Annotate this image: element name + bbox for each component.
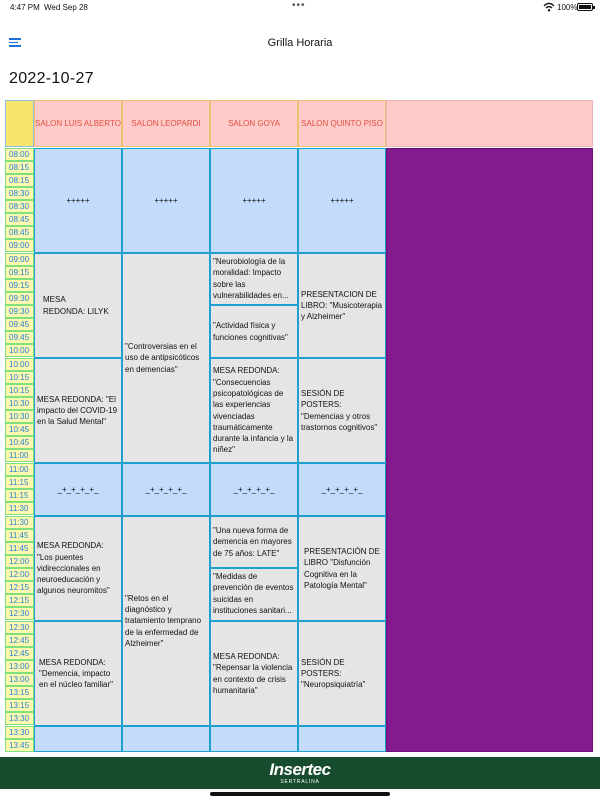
time-label: 11:30 xyxy=(5,516,34,529)
room-header: SALON QUINTO PISO xyxy=(298,100,386,147)
time-label: 12:30 xyxy=(5,621,34,634)
time-label: 10:15 xyxy=(5,371,34,384)
schedule-grid xyxy=(5,100,593,752)
time-label: 08:00 xyxy=(5,148,34,161)
sponsor-logo: Insertec xyxy=(269,760,331,779)
event-cell[interactable]: PRESENTACIÓN DE LIBRO "Disfunción Cognitiva en la Patología Mental" xyxy=(298,516,386,621)
event-cell[interactable]: _+_+_+_+_ xyxy=(210,463,298,516)
sponsor-banner[interactable] xyxy=(0,757,600,789)
event-cell[interactable]: _+_+_+_+_ xyxy=(122,463,210,516)
time-label: 09:30 xyxy=(5,292,34,305)
room-header: SALON GOYA xyxy=(210,100,298,147)
time-label: 10:15 xyxy=(5,384,34,397)
event-cell[interactable] xyxy=(298,726,386,752)
time-label: 10:00 xyxy=(5,358,34,371)
time-label: 09:15 xyxy=(5,266,34,279)
time-label: 11:45 xyxy=(5,542,34,555)
empty-column-panel xyxy=(386,148,593,752)
time-label: 09:15 xyxy=(5,279,34,292)
time-label: 10:45 xyxy=(5,423,34,436)
event-cell[interactable] xyxy=(122,726,210,752)
event-cell[interactable]: +++++ xyxy=(210,148,298,253)
time-label: 13:45 xyxy=(5,739,34,752)
event-cell[interactable]: PRESENTACION DE LIBRO: "Musicoterapia y Alzheimer" xyxy=(298,253,386,358)
nav-bar xyxy=(0,24,600,60)
event-cell[interactable]: _+_+_+_+_ xyxy=(34,463,122,516)
time-label: 12:15 xyxy=(5,594,34,607)
nav-title: Grilla Horaria xyxy=(267,37,333,49)
status-bar xyxy=(0,0,600,14)
time-label: 10:30 xyxy=(5,397,34,410)
time-label: 09:30 xyxy=(5,305,34,318)
event-cell[interactable]: +++++ xyxy=(34,148,122,253)
time-label: 13:00 xyxy=(5,660,34,673)
time-label: 10:30 xyxy=(5,410,34,423)
event-cell[interactable]: MESA REDONDA: "Los puentes vidireccionales en neuroeducación y algunos neuromitos" xyxy=(34,516,122,621)
event-cell[interactable]: "Controversias en el uso de antipsicóticos en demencias" xyxy=(122,253,210,463)
time-label: 13:30 xyxy=(5,712,34,725)
time-label: 09:00 xyxy=(5,239,34,252)
time-label: 12:45 xyxy=(5,647,34,660)
time-label: 08:30 xyxy=(5,200,34,213)
time-label: 10:45 xyxy=(5,436,34,449)
event-cell[interactable]: MESA REDONDA: LILYK xyxy=(34,253,122,358)
event-cell[interactable]: "Neurobiología de la moralidad: Impacto sobre las vulnerabilidades en... xyxy=(210,253,298,305)
event-cell[interactable]: SESIÓN DE POSTERS: "Demencias y otros trastornos cognitivos" xyxy=(298,358,386,463)
time-label: 08:45 xyxy=(5,226,34,239)
event-cell[interactable]: "Medidas de prevención de eventos suicidas en instituciones sanitari... xyxy=(210,568,298,621)
event-cell[interactable]: MESA REDONDA: "Repensar la violencia en contexto de crisis humanitaria" xyxy=(210,621,298,726)
time-label: 11:45 xyxy=(5,529,34,542)
time-label: 11:00 xyxy=(5,463,34,476)
header-filler xyxy=(386,100,593,147)
event-cell[interactable]: MESA REDONDA: "El impacto del COVID-19 en la Salud Mental" xyxy=(34,358,122,463)
time-label: 13:15 xyxy=(5,699,34,712)
time-label: 11:30 xyxy=(5,502,34,515)
status-date: Wed Sep 28 xyxy=(44,3,88,12)
event-cell[interactable]: MESA REDONDA: "Consecuencias psicopatológicas de las experiencias vivenciadas traumáticamente durante la infancia y la niñez" xyxy=(210,358,298,463)
time-label: 08:15 xyxy=(5,161,34,174)
time-label: 11:15 xyxy=(5,476,34,489)
event-cell[interactable]: +++++ xyxy=(122,148,210,253)
time-label: 08:15 xyxy=(5,174,34,187)
time-label: 12:15 xyxy=(5,581,34,594)
event-cell[interactable]: "Una nueva forma de demencia en mayores de 75 años: LATE" xyxy=(210,516,298,568)
header-corner xyxy=(5,100,34,147)
sponsor-subtitle: SERTRALINA xyxy=(280,779,320,785)
wifi-icon xyxy=(543,2,555,12)
home-indicator[interactable] xyxy=(210,792,390,796)
event-cell[interactable]: _+_+_+_+_ xyxy=(298,463,386,516)
multitasking-dots-icon[interactable]: ••• xyxy=(292,0,306,11)
room-header: SALON LEOPARDI xyxy=(122,100,210,147)
event-cell[interactable] xyxy=(34,726,122,752)
event-cell[interactable] xyxy=(210,726,298,752)
time-label: 09:45 xyxy=(5,318,34,331)
room-header: SALON LUIS ALBERTO xyxy=(34,100,122,147)
time-label: 13:00 xyxy=(5,673,34,686)
battery-percent: 100% xyxy=(557,3,578,12)
event-cell[interactable]: +++++ xyxy=(298,148,386,253)
time-label: 11:15 xyxy=(5,489,34,502)
status-time: 4:47 PM xyxy=(10,3,40,12)
time-label: 09:45 xyxy=(5,331,34,344)
time-label: 08:30 xyxy=(5,187,34,200)
time-label: 12:00 xyxy=(5,568,34,581)
time-label: 13:30 xyxy=(5,726,34,739)
event-cell[interactable]: "Actividad física y funciones cognitivas" xyxy=(210,305,298,358)
event-cell[interactable]: SESIÓN DE POSTERS: "Neuropsiquiatría" xyxy=(298,621,386,726)
time-label: 12:30 xyxy=(5,607,34,620)
event-cell[interactable]: MESA REDONDA: "Demencia, impacto en el núcleo familiar" xyxy=(34,621,122,726)
time-label: 08:45 xyxy=(5,213,34,226)
time-label: 12:00 xyxy=(5,555,34,568)
time-label: 11:00 xyxy=(5,449,34,462)
time-label: 13:15 xyxy=(5,686,34,699)
time-label: 10:00 xyxy=(5,344,34,357)
battery-icon xyxy=(577,3,593,11)
event-cell[interactable]: "Retos en el diagnóstico y tratamiento temprano de la enfermedad de Alzheimer" xyxy=(122,516,210,726)
schedule-date: 2022-10-27 xyxy=(9,70,94,87)
time-label: 09:00 xyxy=(5,253,34,266)
time-label: 12:45 xyxy=(5,634,34,647)
